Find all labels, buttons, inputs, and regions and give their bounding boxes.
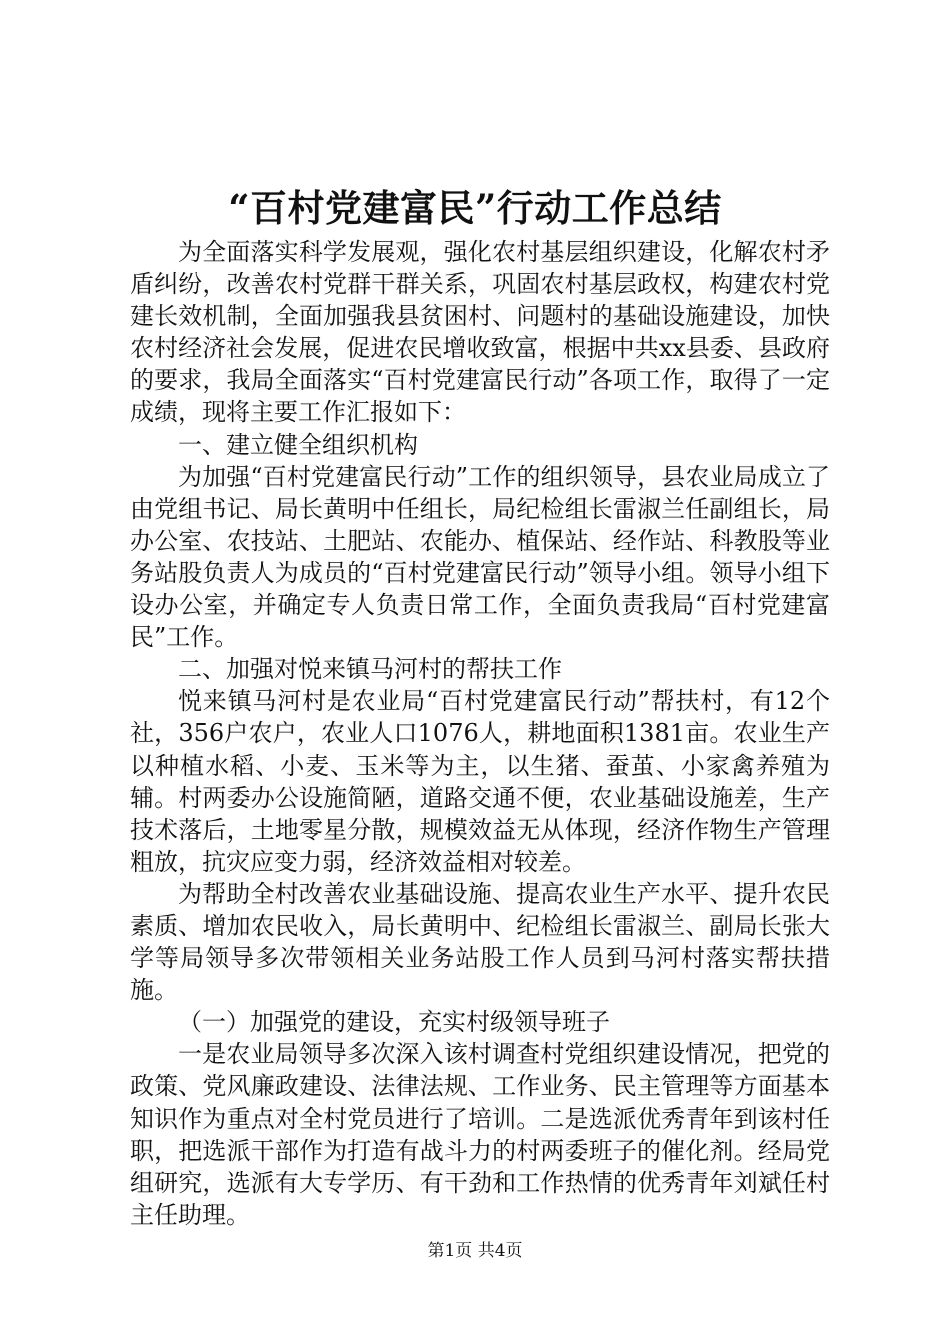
paragraph-party-building: 一是农业局领导多次深入该村调查村党组织建设情况，把党的政策、党风廉政建设、法律法规、工作业务、民主管理等方面基本知识作为重点对全村党员进行了培训。二是选派优秀青年到该村任职，把选派干部作为打造有战斗力的村两委班子的催化剂。经局党组研究，选派有大专学历、有干劲和工作热情的优秀青年刘斌任村主任助理。 [130,1040,830,1229]
section-heading-2: 二、加强对悦来镇马河村的帮扶工作 [178,655,562,684]
section-heading-1: 一、建立健全组织机构 [178,430,418,459]
page-footer: 第1页 共4页 [427,1241,523,1261]
paragraph-village-overview: 悦来镇马河村是农业局“百村党建富民行动”帮扶村，有12个社，356户农户，农业人口1076人，耕地面积1381亩。农业生产以种植水稻、小麦、玉米等为主，以生猪、蚕茧、小家禽养殖为辅。村两委办公设施简陋，道路交通不便，农业基础设施差，生产技术落后，土地零星分散，规模效益无从体现，经济作物生产管理粗放，抗灾应变力弱，经济效益相对较差。 [130,687,830,876]
paragraph-assistance: 为帮助全村改善农业基础设施、提高农业生产水平、提升农民素质、增加农民收入，局长黄明中、纪检组长雷淑兰、副局长张大学等局领导多次带领相关业务站股工作人员到马河村落实帮扶措施。 [130,879,830,1005]
paragraph-organization: 为加强“百村党建富民行动”工作的组织领导，县农业局成立了由党组书记、局长黄明中任组长，局纪检组长雷淑兰任副组长，局办公室、农技站、土肥站、农能办、植保站、经作站、科教股等业务站股负责人为成员的“百村党建富民行动”领导小组。领导小组下设办公室，并确定专人负责日常工作，全面负责我局“百村党建富民”工作。 [130,462,830,652]
subsection-heading-1: （一）加强党的建设，充实村级领导班子 [178,1008,610,1037]
paragraph-intro: 为全面落实科学发展观，强化农村基层组织建设，化解农村矛盾纠纷，改善农村党群干群关系，巩固农村基层政权，构建农村党建长效机制，全面加强我县贫困村、问题村的基础设施建设，加快农村经济社会发展，促进农民增收致富，根据中共xx县委、县政府的要求，我局全面落实“百村党建富民行动”各项工作，取得了一定成绩，现将主要工作汇报如下： [130,238,830,427]
document-title: “百村党建富民”行动工作总结 [228,186,722,230]
document-body [130,236,830,1231]
